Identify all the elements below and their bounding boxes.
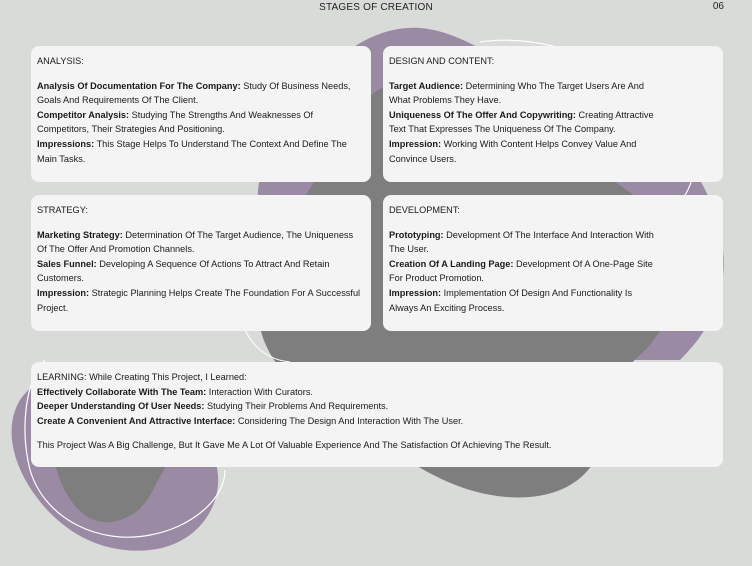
card-item [37,286,365,315]
development-card [383,195,723,331]
item-text: Working With Content Helps Convey Value And Convince Users. [389,138,637,164]
card-item [37,137,365,166]
item-text: This Stage Helps To Understand The Context And Define The Main Tasks. [37,138,347,164]
card-item [389,108,661,137]
item-term: Sales Funnel: [37,258,97,269]
card-title: DEVELOPMENT: [389,205,460,215]
page-title: STAGES OF CREATION [319,2,433,13]
card-title: STRATEGY: [37,205,88,215]
analysis-card [31,46,371,182]
item-text: Determining Who The Target Users Are And What Problems They Have. [389,80,644,106]
item-text: Determination Of The Target Audience, The Uniqueness Of The Offer And Promotion Channels. [37,229,354,255]
item-term: Impressions: [37,138,95,149]
item-term: Impression: [37,287,90,298]
item-term: Impression: [389,138,442,149]
item-term: Competitor Analysis: [37,109,130,120]
item-term: Creation Of A Landing Page: [389,258,514,269]
card-item [37,108,365,137]
card-item [37,414,717,429]
item-term: Deeper Understanding Of User Needs: [37,401,205,412]
item-text: Development Of A One-Page Site For Product Promotion. [389,258,653,284]
card-item [37,257,365,286]
item-text: Creating Attractive Text That Expresses The Uniqueness Of The Company. [389,109,654,135]
item-term: Effectively Collaborate With The Team: [37,386,207,397]
card-item [389,286,661,315]
item-text: Studying The Strengths And Weaknesses Of Competitors, Their Strategies And Positioning. [37,109,314,135]
item-text: Implementation Of Design And Functionality Is Always An Exciting Process. [389,287,633,313]
item-term: Create A Convenient And Attractive Interface: [37,415,236,426]
item-text: Interaction With Curators. [206,386,313,397]
card-item [389,228,661,257]
item-text: Study Of Business Needs, Goals And Requirements Of The Client. [37,80,351,106]
item-text: Strategic Planning Helps Create The Foundation For A Successful Project. [37,287,361,313]
card-item [37,399,717,414]
card-item [389,137,661,166]
card-item [389,79,661,108]
learning-conclusion: This Project Was A Big Challenge, But It Gave Me A Lot Of Valuable Experience And The Satisfaction Of Achieving The Result. [37,440,552,451]
card-title: ANALYSIS: [37,56,84,66]
item-term: Prototyping: [389,229,444,240]
item-text: Development Of The Interface And Interaction With The User. [389,229,654,255]
item-term: Uniqueness Of The Offer And Copywriting: [389,109,576,120]
item-term: Analysis Of Documentation For The Company: [37,80,241,91]
item-text: Developing A Sequence Of Actions To Attract And Retain Customers. [37,258,330,284]
item-text: Considering The Design And Interaction With The User. [235,415,464,426]
learning-heading [37,370,717,385]
item-text: Studying Their Problems And Requirements. [204,401,389,412]
card-title: LEARNING: [37,372,87,382]
item-term: Target Audience: [389,80,464,91]
card-item [37,79,365,108]
card-item [37,385,717,400]
page-number: 06 [712,1,724,12]
strategy-card [31,195,371,331]
item-term: Marketing Strategy: [37,229,123,240]
card-title: DESIGN AND CONTENT: [389,56,495,66]
design-content-card [383,46,723,182]
learning-intro: While Creating This Project, I Learned: [86,372,247,382]
card-item [389,257,661,286]
learning-card [31,362,723,467]
item-term: Impression: [389,287,442,298]
card-item [37,228,365,257]
